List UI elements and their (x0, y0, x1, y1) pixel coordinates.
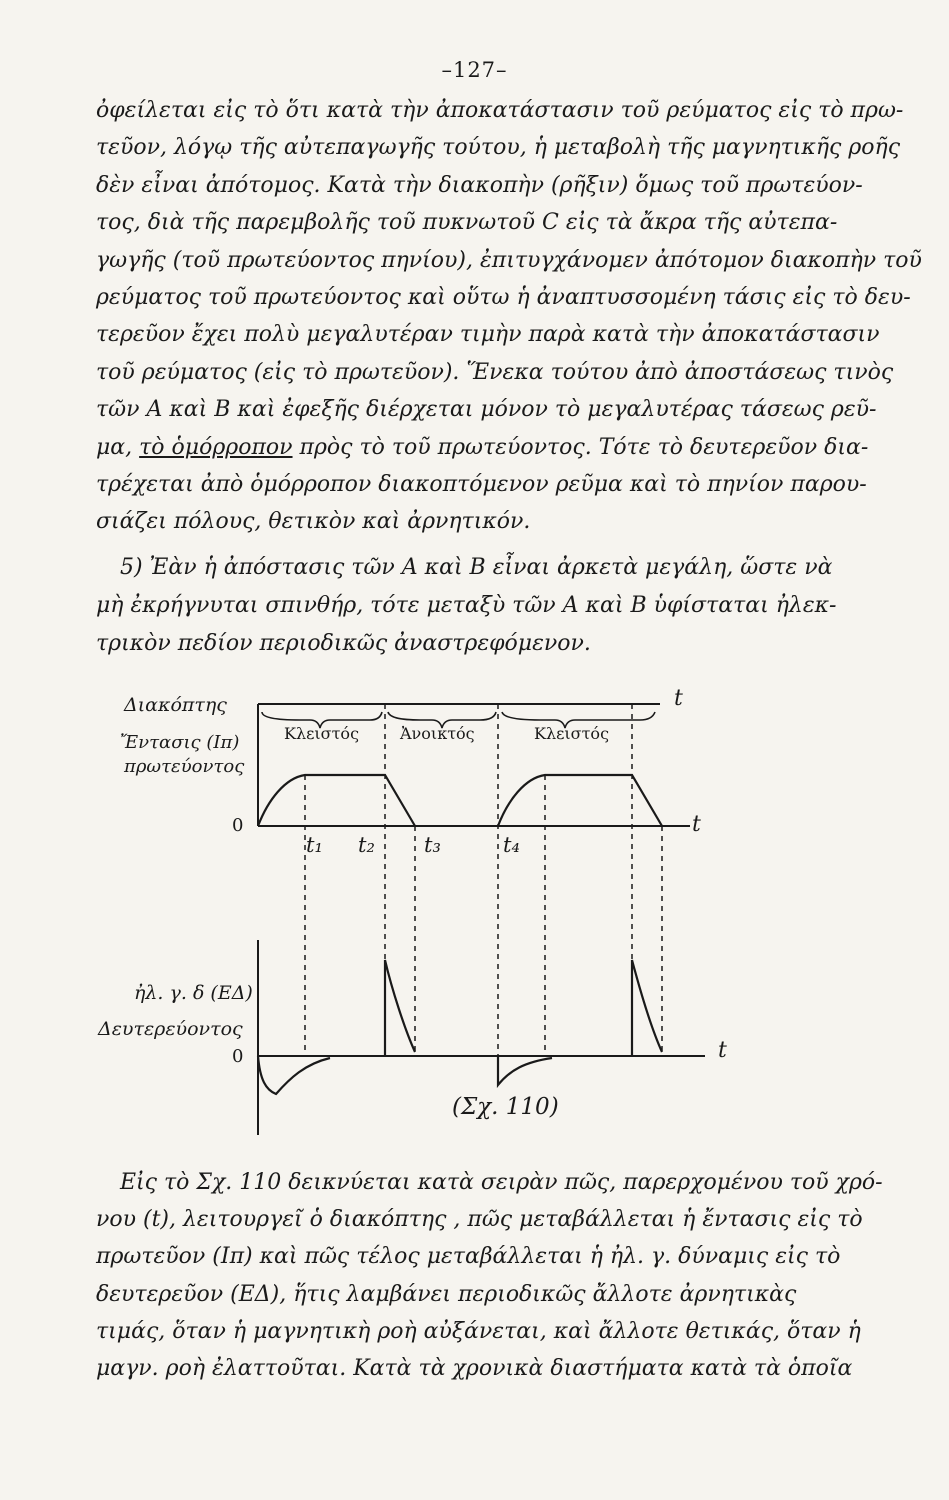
text-line: δευτερεῦον (ΕΔ), ἥτις λαμβάνει περιοδικῶς ἄλλοτε ἀρνητικὰς (96, 1281, 797, 1307)
text-line: ρεύματος τοῦ πρωτεύοντος καὶ οὕτω ἡ ἀναπτυσσομένη τάσις εἰς τὸ δευ- (96, 284, 911, 310)
text-line: ὀφείλεται εἰς τὸ ὅτι κατὰ τὴν ἀποκατάστασιν τοῦ ρεύματος εἰς τὸ πρω- (96, 98, 904, 123)
current-waveform (258, 775, 662, 826)
t3-label: t₃ (424, 833, 441, 857)
underlined-term: τὸ ὁμόρροπον (139, 434, 293, 460)
paragraph-3 (96, 1164, 883, 1387)
t1-label: t₁ (306, 833, 323, 857)
text-line: σιάζει πόλους, θετικὸν καὶ ἀρνητικόν. (96, 509, 531, 535)
page-number: –127– (441, 58, 508, 82)
switch-label: Διακόπτης (124, 694, 227, 716)
emf-positive-spike-1 (385, 960, 415, 1056)
text-line: τερεῦον ἔχει πολὺ μεγαλυτέραν τιμὴν παρὰ κατὰ τὴν ἀποκατάστασιν (96, 322, 880, 348)
text-line: τιμάς, ὅταν ἡ μαγνητικὴ ροὴ αὐξάνεται, καὶ ἄλλοτε θετικάς, ὅταν ἡ (96, 1318, 861, 1344)
text-line: μὴ ἐκρήγνυται σπινθήρ, τότε μεταξὺ τῶν Α καὶ Β ὑφίσταται ἠλεκ- (96, 592, 837, 618)
t2-label: t₂ (358, 833, 375, 857)
axis-t-current: t (692, 812, 701, 837)
text-line: πρωτεῦον (Ιπ) καὶ πῶς τέλος μεταβάλλεται ἡ ἠλ. γ. δύναμις εἰς τὸ (96, 1244, 841, 1270)
text-line: τῶν Α καὶ Β καὶ ἐφεξῆς διέρχεται μόνον τὸ μεγαλυτέρας τάσεως ρεῦ- (96, 397, 877, 423)
emf-label-2: Δευτερεύοντος (98, 1018, 243, 1040)
emf-negative-dip-1 (258, 1056, 330, 1094)
figure-caption: (Σχ. 110) (452, 1094, 559, 1120)
text-line: 5) Ἐὰν ἡ ἀπόστασις τῶν Α καὶ Β εἶναι ἀρκετὰ μεγάλη, ὥστε νὰ (120, 555, 833, 580)
text-line: νου (t), λειτουργεῖ ὁ διακόπτης , πῶς μεταβάλλεται ἡ ἔντασις εἰς τὸ (96, 1207, 863, 1233)
text-fragment: μα, (96, 434, 140, 460)
text-line: μαγν. ροὴ ἐλαττοῦται. Κατὰ τὰ χρονικὰ διαστήματα κατὰ τὰ ὁποῖα (96, 1355, 853, 1381)
text-line: Εἰς τὸ Σχ. 110 δεικνύεται κατὰ σειρὰν πῶς, παρερχομένου τοῦ χρό- (120, 1170, 883, 1195)
text-line: δὲν εἶναι ἀπότομος. Κατὰ τὴν διακοπὴν (ρῆξιν) ὅμως τοῦ πρωτεύον- (96, 172, 863, 198)
text-line: τοῦ ρεύματος (εἰς τὸ πρωτεῦον). Ἕνεκα τούτου ἀπὸ ἀποστάσεως τινὸς (96, 359, 894, 385)
text-fragment: πρὸς τὸ τοῦ πρωτεύοντος. Τότε τὸ δευτερεῦον δια- (292, 434, 869, 460)
emf-label-1: ἠλ. γ. δ (ΕΔ) (134, 982, 253, 1004)
text-line: τεῦον, λόγῳ τῆς αὐτεπαγωγῆς τούτου, ἡ μεταβολὴ τῆς μαγνητικῆς ροῆς (96, 135, 901, 161)
state-closed-2: Κλειστός (534, 724, 610, 743)
text-line: τρέχεται ἀπὸ ὁμόρροπον διακοπτόμενον ρεῦμα καὶ τὸ πηνίον παρου- (96, 471, 867, 497)
emf-positive-spike-2 (632, 960, 662, 1056)
axis-t-switch: t (674, 686, 683, 711)
t4-label: t₄ (503, 833, 520, 857)
text-line: γωγῆς (τοῦ πρωτεύοντος πηνίου), ἐπιτυγχάνομεν ἀπότομον διακοπὴν τοῦ (96, 247, 922, 273)
emf-negative-dip-2 (498, 1056, 552, 1085)
state-closed-1: Κλειστός (284, 724, 360, 743)
text-line: τρικὸν πεδίον περιοδικῶς ἀναστρεφόμενον. (96, 630, 591, 656)
state-open: Ἀνοικτός (400, 724, 475, 743)
zero-label-emf: 0 (232, 1046, 244, 1067)
current-label-2: πρωτεύοντος (124, 756, 245, 777)
current-label-1: Ἔντασις (Ιπ) (120, 732, 240, 753)
zero-label-current: 0 (232, 815, 244, 836)
text-line: τος, διὰ τῆς παρεμβολῆς τοῦ πυκνωτοῦ C εἰς τὰ ἄκρα τῆς αὐτεπα- (96, 210, 838, 236)
axis-t-emf: t (718, 1038, 727, 1063)
